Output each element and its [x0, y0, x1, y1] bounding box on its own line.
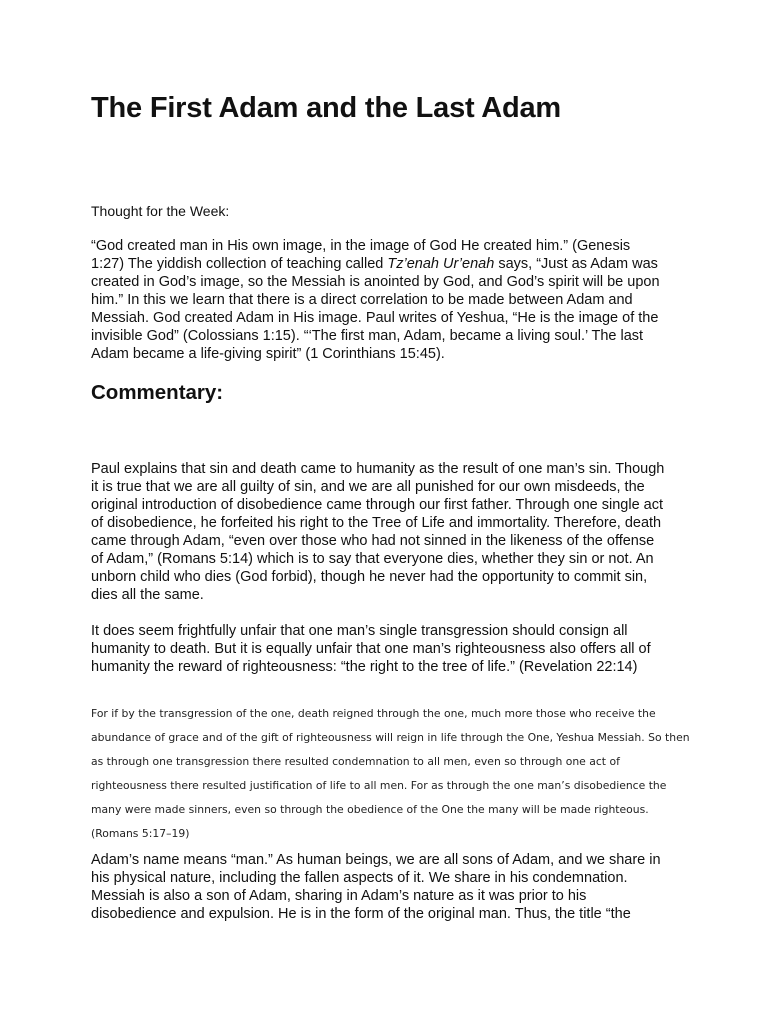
commentary-paragraph-1: Paul explains that sin and death came to humanity as the result of one man’s sin. Though it is true that we are all guilty of sin, and we are all punished for our own misdeeds, the original introduction of disobedience came through our first father. Through one single act of disobedience, he forfeited his right to the Tree of Life and immortality. Therefore, death came through Adam, “even over those who had not sinned in the likeness of the offense of Adam,” (Romans 5:14) which is to say that everyone dies, whether they sin or not. An unborn child who dies (God forbid), though he never had the opportunity to commit sin, dies all the same. [91, 461, 665, 603]
thought-italic-title: Tz’enah Ur’enah [387, 256, 495, 272]
thought-text-part1: “God created man in His own image, in the image of God He created him.” (Genesis 1:27) The yiddish collection of teaching called [91, 238, 631, 272]
commentary-paragraph-2: It does seem frightfully unfair that one man’s single transgression should consign all humanity to death. But it is equally unfair that one man’s righteousness also offers all of humanity the reward of righteousness: “the right to the tree of life.” (Revelation 22:14) [91, 623, 651, 675]
thought-label: Thought for the Week: [91, 203, 230, 219]
closing-paragraph: Adam’s name means “man.” As human beings, we are all sons of Adam, and we share in his physical nature, including the fallen aspects of it. We share in his condemnation. Messiah is also a son of Adam, sharing in Adam’s nature as it was prior to his disobedience and expulsion. He is in the form of the original man. Thus, the title “the [91, 852, 661, 922]
thought-paragraph [91, 237, 666, 363]
thought-text-part2: says, “Just as Adam was created in God’s image, so the Messiah is anointed by God, and God’s spirit will be upon him.” In this we learn that there is a direct correlation to be made between Adam and Messiah. God created Adam in His image. Paul writes of Yeshua, “He is the image of the invisible God” (Colossians 1:15). “‘The first man, Adam, became a living soul.’ The last Adam became a life-giving spirit” (1 Corinthians 15:45). [91, 256, 660, 362]
page-title: The First Adam and the Last Adam [91, 92, 562, 124]
scripture-quote: For if by the transgression of the one, death reigned through the one, much more those who receive the abundance of grace and of the gift of righteousness will reign in life through the One, Yeshua Messiah. So then as through one transgression there resulted condemnation to all men, even so through one act of righteousness there resulted justification of life to all men. For as through the one man’s disobedience the many were made sinners, even so through the obedience of the One the many will be made righteous. (Romans 5:17–19) [91, 707, 690, 840]
commentary-heading: Commentary: [91, 381, 224, 404]
